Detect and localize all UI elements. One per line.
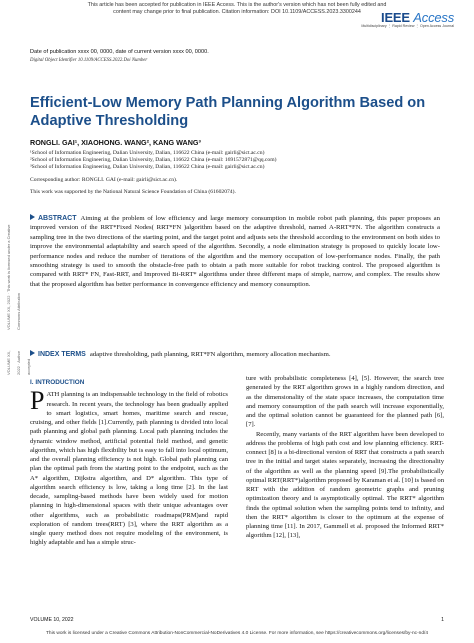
index-terms-heading: INDEX TERMS	[38, 351, 86, 358]
affiliation-1: ¹School of Information Engineering, Dalian University, Dalian, 116622 China (e-mail: gairli@sict.ac.cn)	[30, 150, 265, 156]
affiliation-3: ³School of Information Engineering, Dalian University, Dalian, 116622 China (e-mail: gairli@sict.ac.cn)	[30, 164, 265, 170]
footer-volume: VOLUME 10, 2022	[30, 617, 74, 623]
footer-license: This work is licensed under a Creative Commons Attribution-NonCommercial-NoDerivatives 4.0 License. For more information, see https://creativecommons.org/licenses/by-nc-nd/4	[45, 631, 429, 636]
publication-notice-line-2: content may change prior to final publication. Citation information: DOI 10.1109/ACCESS.2023.3300244	[113, 9, 361, 15]
logo-access: Access	[413, 10, 454, 25]
ieee-access-logo	[361, 10, 454, 28]
abstract-heading: ABSTRACT	[38, 215, 77, 222]
author-list: RONGLI. GAI¹, XIAOHONG. WANG², KANG WANG³	[30, 138, 201, 147]
abstract-text: Aiming at the problem of low efficiency and large memory consumption in mobile robot path planning, this paper proposes an improved version of the RRT*Fixed Nodes( RRT*FN )algorithm based on the adaptive threshold, named A-RRT*FN. The algorithm constructs a sampling tree in the two directions of the starting point, and the target point and adjusts sets the threshold according to the environment on both sides to improve the environmental adaptability and search speed of the algorithm. Secondly, a node elimination strategy is proposed to quickly locate low-performance nodes and reduce the number of iterations of the algorithm and the memory occupation of low-performance nodes. Finally, the path smoothing strategy is used to smooth the obstacle-free path to obtain a path more suitable for robot tracking control. The proposed algorithm is compared with RRT* FN, Fast-RRT, and Improved Bi-RRT* algorithms under three different maps of simple, narrow, and complex. The results show that the proposed algorithm has better performance in convergence efficiency and memory consumption.	[30, 215, 440, 288]
intro-right-paragraph-2: Recently, many variants of the RRT algorithm have been developed to address the problems of high path cost and low planning efficiency. RRT-connect [8] is a bi-directional version of RRT that constructs a path search tree in the initial and target states separately, increasing the directionality of the algorithm as well as the planning speed [9].The probabilistically optimal RRT(RRT*)algorithm proposed by Karaman et al. [10] is based on RRT with the addition of random geometric graphs and pruning optimization theory and is asymptotically optimal. The RRT* algorithm finds the optimal solution when the sampling points tend to infinity, and then the RRT* algorithm is closer to the optimum at the expense of planning time [11]. In 2017, Gammell et al. proposed the Informed RRT* algorithm [12], [13],	[246, 430, 444, 540]
section-heading-introduction: I. INTRODUCTION	[30, 379, 85, 386]
doi-line: Digital Object Identifier 10.1109/ACCESS.2022.Doi Number	[30, 58, 148, 63]
intro-paragraph-1	[30, 386, 228, 547]
corresponding-author: Corresponding author: RONGLI. GAI (e-mail: gairli@sict.ac.cn).	[30, 177, 178, 183]
paper-title: Efficient-Low Memory Path Planning Algorithm Based on Adaptive Thresholding	[30, 95, 426, 129]
logo-tagline: Multidisciplinary ⋮ Rapid Review ⋮ Open Access Journal	[361, 24, 454, 28]
affiliation-2: ²School of Information Engineering, Dalian University, Dalian, 116622 China (e-mail: 1691572871@qq.com)	[30, 157, 277, 163]
body-column-left	[30, 378, 228, 548]
dropcap-letter: P	[30, 386, 45, 416]
index-terms	[30, 350, 440, 359]
triangle-bullet-icon	[30, 214, 35, 220]
funding-note: This work was supported by the National Natural Science Foundation of China (61602074).	[30, 189, 236, 195]
logo-ieee: IEEE	[381, 10, 410, 25]
index-terms-text: adaptive thresholding, path planning, RRT*FN algorithm, memory allocation mechanism.	[89, 351, 331, 358]
triangle-bullet-icon	[30, 350, 35, 356]
abstract	[30, 214, 440, 289]
body-column-right	[246, 374, 444, 541]
side-margin-strip-2: VOLUME XX, 2022 · Author accepted	[6, 350, 31, 375]
publication-notice-line-1: This article has been accepted for publication in IEEE Access. This is the author's version which has not been fully edited and	[87, 2, 387, 8]
side-margin-strip-1: VOLUME XX, 2022 · This work is licensed under a Creative Commons Attribution	[6, 224, 21, 330]
intro-left-text: ATH planning is an indispensable technology in the field of robotics research. In recent years, the technology has been gradually applied to smart logistics, smart homes, maritime search and rescue, cruising, and other fields [1].Currently, path planning is divided into local path planning and global path planning. Local path planning includes the dynamic window method, artificial potential field method, and genetic algorithm, which has high flexibility but is easy to fall into local optimum, and the overall planning efficiency is not high. Global path planning can plan the optimal path from the starting point to the endpoint, such as the A* algorithm, Dijkstra algorithm, and D* algorithm. This type of algorithm search efficiency is low, taking a long time [2]. In the last decade, sampling-based methods have been widely used for motion planning in high-dimensional spaces with their unique advantages over other algorithms, such as probabilistic roadmaps(PRM)and rapid exploration of random trees(RRT) [3], where the RRT algorithm as a single query method does not require modeling of the environment, is highly adaptable and has a simple struc-	[30, 391, 228, 547]
publication-dates: Date of publication xxxx 00, 0000, date of current version xxxx 00, 0000.	[30, 49, 209, 55]
footer-page-number: 1	[441, 617, 444, 623]
intro-right-paragraph-1: ture with probabilistic completeness [4], [5]. However, the search tree generated by the RRT algorithm grows in a highly random direction, and as the dimensionality of the state space increases, the computation time and memory consumption of the path search will increase exponentially, and the optimal solution cannot be guaranteed for the planned path [6], [7].	[246, 375, 444, 429]
